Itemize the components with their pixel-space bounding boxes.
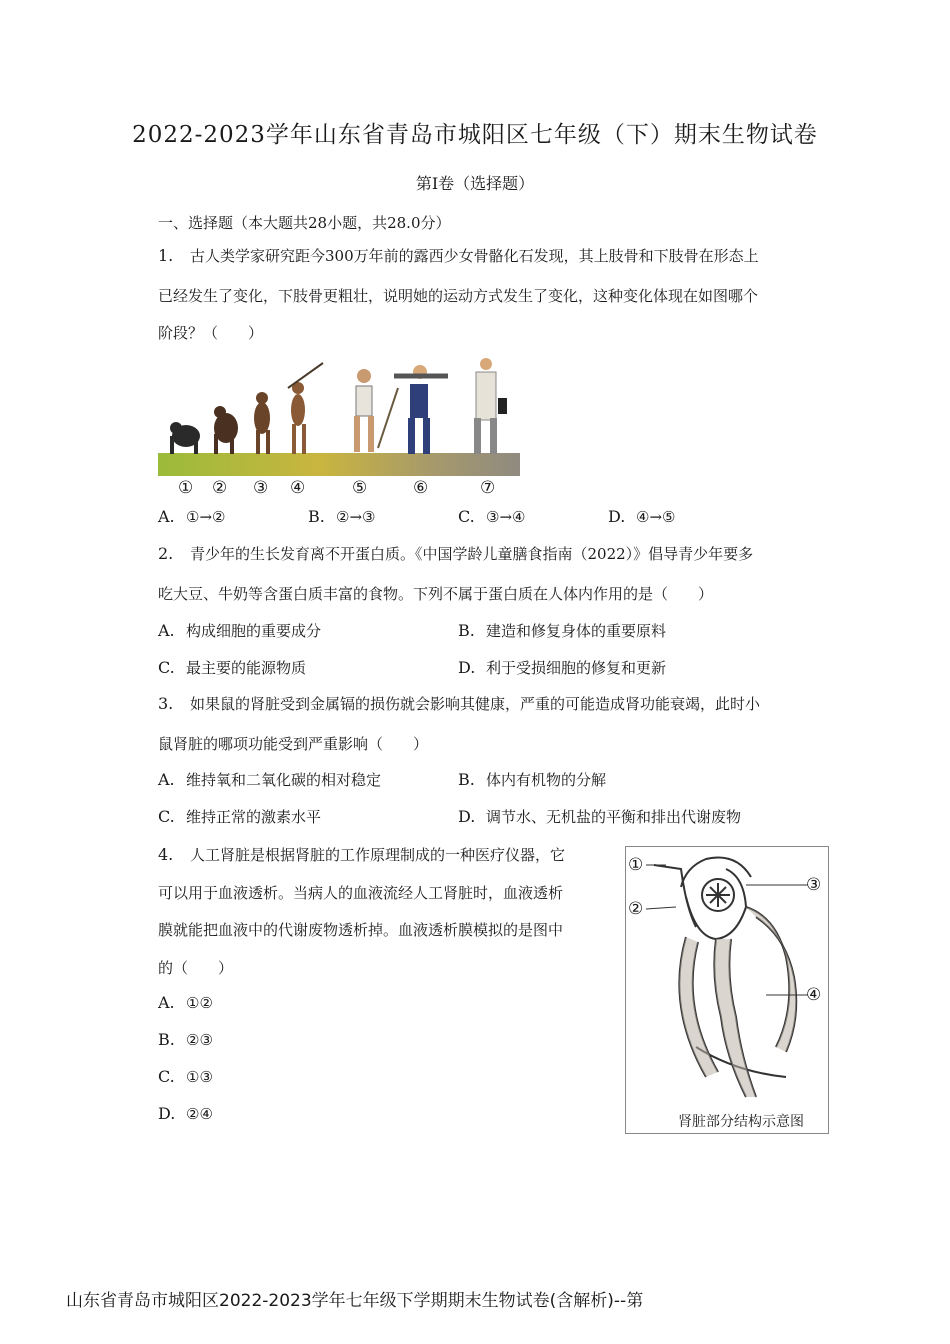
q2-option-c[interactable]: C. 最主要的能源物质 bbox=[158, 658, 307, 677]
q1-line-2: 已经发生了变化，下肢骨更粗壮，说明她的运动方式发生了变化，这种变化体现在如图哪个 bbox=[158, 287, 759, 305]
q4-option-a[interactable]: A. ①② bbox=[158, 993, 213, 1012]
q3-option-a[interactable]: A. 维持氧和二氧化碳的相对稳定 bbox=[158, 770, 382, 789]
q3-number: 3. bbox=[158, 694, 174, 713]
q1-option-d[interactable]: D. ④→⑤ bbox=[608, 507, 676, 526]
q4-line-1: 4. 人工肾脏是根据肾脏的工作原理制成的一种医疗仪器，它 bbox=[158, 845, 566, 864]
human-evolution-image bbox=[158, 358, 520, 476]
q4-option-b[interactable]: B. ②③ bbox=[158, 1030, 213, 1049]
stage-label-2: ② bbox=[212, 478, 228, 498]
q3-option-b[interactable]: B. 体内有机物的分解 bbox=[458, 770, 607, 789]
q4-number: 4. bbox=[158, 845, 174, 864]
q4-option-d[interactable]: D. ②④ bbox=[158, 1104, 213, 1123]
q4-option-c[interactable]: C. ①③ bbox=[158, 1067, 213, 1086]
stage-label-6: ⑥ bbox=[413, 478, 429, 498]
stage-label-4: ④ bbox=[290, 478, 306, 498]
part-title: 第I卷（选择题） bbox=[415, 174, 535, 193]
q3-option-c[interactable]: C. 维持正常的激素水平 bbox=[158, 807, 322, 826]
figure-caption: 肾脏部分结构示意图 bbox=[678, 1114, 804, 1130]
q1-option-b[interactable]: B. ②→③ bbox=[308, 507, 376, 526]
nephron-diagram bbox=[626, 847, 828, 1133]
stage-label-1: ① bbox=[178, 478, 194, 498]
q1-number: 1. bbox=[158, 246, 174, 265]
q2-option-b[interactable]: B. 建造和修复身体的重要原料 bbox=[458, 621, 667, 640]
q4-line-4: 的（ ） bbox=[158, 959, 234, 977]
figure-label-1: ① bbox=[628, 855, 644, 875]
q1-option-a[interactable]: A. ①→② bbox=[158, 507, 226, 526]
figure-label-3: ③ bbox=[806, 875, 822, 895]
figure-label-2: ② bbox=[628, 899, 644, 919]
q3-option-d[interactable]: D. 调节水、无机盐的平衡和排出代谢废物 bbox=[458, 807, 742, 826]
q1-option-c[interactable]: C. ③→④ bbox=[458, 507, 526, 526]
q3-line-2: 鼠肾脏的哪项功能受到严重影响（ ） bbox=[158, 735, 429, 753]
page-title: 2022-2023学年山东省青岛市城阳区七年级（下）期末生物试卷 bbox=[132, 122, 818, 148]
q4-line-2: 可以用于血液透析。当病人的血液流经人工肾脏时，血液透析 bbox=[158, 884, 564, 902]
q2-number: 2. bbox=[158, 544, 174, 563]
q4-line-3: 膜就能把血液中的代谢废物透析掉。血液透析膜模拟的是图中 bbox=[158, 921, 564, 939]
q1-line-1: 1. 古人类学家研究距今300万年前的露西少女骨骼化石发现，其上肢骨和下肢骨在形态上 bbox=[158, 246, 759, 265]
q2-line-1: 2. 青少年的生长发育离不开蛋白质。《中国学龄儿童膳食指南（2022）》倡导青少年要多 bbox=[158, 544, 754, 563]
q2-option-a[interactable]: A. 构成细胞的重要成分 bbox=[158, 621, 322, 640]
q3-line-1: 3. 如果鼠的肾脏受到金属镉的损伤就会影响其健康，严重的可能造成肾功能衰竭，此时小 bbox=[158, 694, 761, 713]
stage-label-3: ③ bbox=[253, 478, 269, 498]
q2-option-d[interactable]: D. 利于受损细胞的修复和更新 bbox=[458, 658, 667, 677]
q1-line-3: 阶段？（ ） bbox=[158, 324, 264, 342]
section-heading: 一、选择题（本大题共28小题，共28.0分） bbox=[158, 214, 451, 232]
q2-line-2: 吃大豆、牛奶等含蛋白质丰富的食物。下列不属于蛋白质在人体内作用的是（ ） bbox=[158, 585, 714, 603]
stage-label-5: ⑤ bbox=[352, 478, 368, 498]
page-footer: 山东省青岛市城阳区2022-2023学年七年级下学期期末生物试卷(含解析)--第 bbox=[66, 1291, 644, 1311]
stage-label-7: ⑦ bbox=[480, 478, 496, 498]
figure-label-4: ④ bbox=[806, 985, 822, 1005]
nephron-figure bbox=[625, 846, 829, 1134]
